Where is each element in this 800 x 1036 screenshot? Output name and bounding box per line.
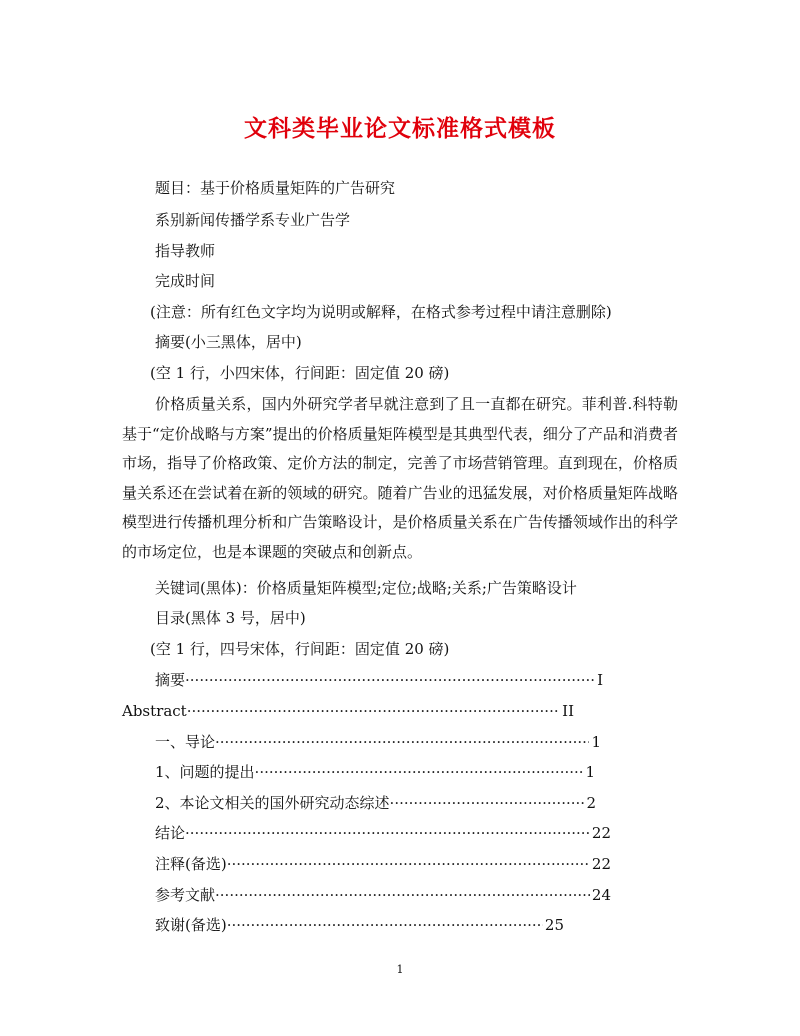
toc-leader — [215, 732, 589, 752]
toc-label: 2、本论文相关的国外研究动态综述 — [155, 794, 390, 812]
advisor-line: 指导教师 — [155, 242, 216, 260]
toc-leader — [390, 793, 585, 813]
toc-label: 注释(备选) — [155, 855, 227, 873]
toc-leader — [215, 885, 590, 905]
toc-label: Abstract — [122, 702, 187, 720]
toc-label: 一、导论 — [155, 733, 216, 751]
abstract-heading: 摘要(小三黑体，居中) — [155, 333, 302, 351]
toc-page: 22 — [591, 855, 611, 873]
toc-page: 24 — [591, 886, 611, 904]
toc-leader — [227, 854, 590, 874]
toc-page: 1 — [585, 763, 595, 781]
toc-leader — [187, 701, 560, 721]
abstract-spacing-note: (空 1 行，小四宋体，行间距：固定值 20 磅) — [150, 364, 450, 382]
toc-label: 参考文献 — [155, 886, 216, 904]
toc-page: 1 — [591, 733, 601, 751]
topic-line: 题目：基于价格质量矩阵的广告研究 — [155, 179, 396, 197]
toc-heading: 目录(黑体 3 号，居中) — [155, 609, 306, 627]
toc-leader — [255, 762, 584, 782]
toc-entry — [122, 701, 574, 721]
keywords-line: 关键词(黑体)：价格质量矩阵模型;定位;战略;关系;广告策略设计 — [155, 579, 577, 597]
toc-page: 25 — [544, 916, 564, 934]
completion-time-line: 完成时间 — [155, 272, 216, 290]
toc-leader — [185, 823, 590, 843]
page-number: 1 — [396, 963, 404, 976]
toc-leader — [185, 670, 595, 690]
toc-spacing-note: (空 1 行，四号宋体，行间距：固定值 20 磅) — [150, 640, 450, 658]
toc-page: 22 — [591, 824, 611, 842]
toc-entry — [155, 762, 595, 782]
toc-label: 1、问题的提出 — [155, 763, 255, 781]
toc-entry — [155, 793, 596, 813]
abstract-paragraph: 价格质量关系，国内外研究学者早就注意到了且一直都在研究。菲利普.科特勒基于“定价战略与方案”提出的价格质量矩阵模型是其典型代表，细分了产品和消费者市场，指导了价格政策、定价方法的制定，完善了市场营销管理。直到现在，价格质量关系还在尝试着在新的领域的研究。随着广告业的迅猛发展，对价格质量矩阵战略模型进行传播机理分析和广告策略设计，是价格质量关系在广告传播领域作出的科学的市场定位，也是本课题的突破点和创新点。 — [122, 395, 678, 561]
document-title: 文科类毕业论文标准格式模板 — [244, 115, 556, 142]
toc-label: 致谢(备选) — [155, 916, 227, 934]
toc-label: 摘要 — [155, 671, 186, 689]
toc-page: II — [562, 702, 574, 720]
toc-entry — [155, 823, 611, 843]
toc-page: I — [597, 671, 603, 689]
department-line: 系别新闻传播学系专业广告学 — [155, 211, 351, 229]
toc-label: 结论 — [155, 824, 186, 842]
format-note: (注意：所有红色文字均为说明或解释，在格式参考过程中请注意删除) — [150, 303, 612, 321]
toc-leader — [227, 915, 543, 935]
toc-entry — [155, 670, 603, 690]
toc-entry — [155, 854, 611, 874]
toc-page: 2 — [586, 794, 596, 812]
toc-entry — [155, 885, 611, 905]
toc-entry — [155, 732, 601, 752]
toc-entry — [155, 915, 564, 935]
